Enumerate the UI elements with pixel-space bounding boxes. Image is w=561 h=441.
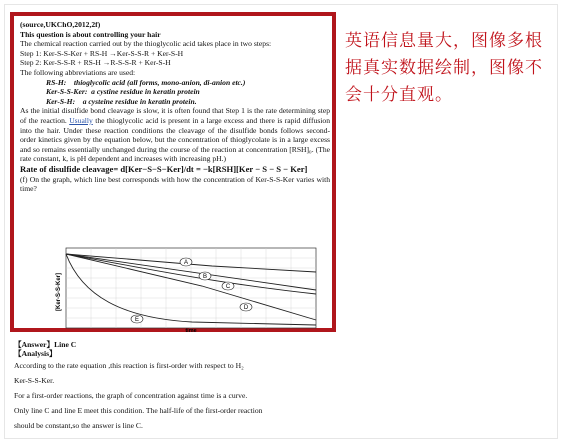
line-label-d: D [243, 305, 249, 311]
line-label-a: A [183, 260, 189, 266]
analysis-line: Only line C and line E meet this condition. The half-life of the first-order reaction [14, 406, 263, 415]
highlighted-question-frame [10, 12, 336, 332]
abbrev-value: thioglycolic acid (all forms, mono-anion, di-anion etc.) [73, 77, 246, 87]
paragraph-part: As the initial disulfide bond cleavage is slow, it is often found that Step 1 is the rate determining step of the reaction. [20, 106, 330, 125]
line-label-c: C [225, 284, 231, 290]
line-label-b: B [202, 274, 208, 280]
analysis-line: For a first-order reactions, the graph of concentration against time is a curve. [14, 391, 248, 400]
question-text-block [20, 20, 330, 194]
abbrev-key: Ker-S-S-Ker: [46, 87, 88, 97]
abbrev-value: a cysteine residue in keratin protein. [82, 96, 197, 106]
rate-expression: d[Ker−S−S−Ker]/dt = −k[RSH][Ker − S − S − Ker] [120, 163, 308, 174]
step-1: Step 1: Ker-S-S-Ker + RS-H →Ker-S-S-R + Ker-S-H [20, 48, 184, 58]
abbrev-value: a cystine residue in keratin protein [91, 87, 200, 97]
x-axis-label: time [185, 328, 197, 332]
source-line: (source,UKChO,2012,2f) [20, 20, 101, 29]
kinetics-paragraph [20, 106, 330, 164]
abbrev-cystine [20, 87, 330, 97]
step-2: Step 2: Ker-S-S-R + RS-H →R-S-S-R + Ker-S-H [20, 58, 171, 68]
rate-label: Rate of disulfide cleavage= [20, 163, 119, 174]
analysis-line: According to the rate equation ,this reaction is first-order with respect to H₂ [14, 361, 244, 370]
chinese-annotation: 英语信息量大，图像多根据真实数据绘制，图像不会十分直观。 [345, 31, 543, 105]
paragraph-part: the thioglycolic acid is present in a large excess and there is rapid diffusion into the hair. Under these reaction conditions the cleavage of the disulfide bonds follows second-order kinetics given by the equation below, but the concentration of thioglycolate is in a large excess and so remains essentially unchanged during the course of the reaction at concentration [RSH]₀. (The rate constant, k, is pH dependent and increases with increasing pH.) [20, 115, 330, 164]
question-f: (f) On the graph, which line best corresponds with how the concentration of Ker-S-S-Ker varies with time? [20, 174, 330, 194]
rate-equation [20, 165, 330, 175]
answer-line: 【Answer】Line C [14, 340, 77, 349]
answer-section [14, 334, 344, 433]
analysis-line: Ker-S-S-Ker. [14, 376, 55, 385]
abbrev-intro: The following abbreviations are used: [20, 67, 136, 77]
abbrev-rsh [20, 78, 330, 88]
abbrev-cysteine [20, 97, 330, 107]
analysis-label: 【Analysis】 [14, 349, 57, 358]
intro-text: The chemical reaction carried out by the thioglycolic acid takes place in two steps: [20, 39, 272, 49]
question-title: This question is about controlling your hair [20, 29, 161, 39]
y-axis-label: [Ker-S-S-Ker] [56, 272, 62, 312]
abbrev-key: Ker-S-H: [46, 96, 76, 106]
abbrev-key: RS-H: [46, 77, 67, 87]
analysis-line: should be constant,so the answer is line C. [14, 421, 143, 430]
concentration-time-graph [52, 246, 320, 332]
line-label-e: E [134, 317, 140, 323]
underlined-word: Usually [69, 115, 93, 125]
